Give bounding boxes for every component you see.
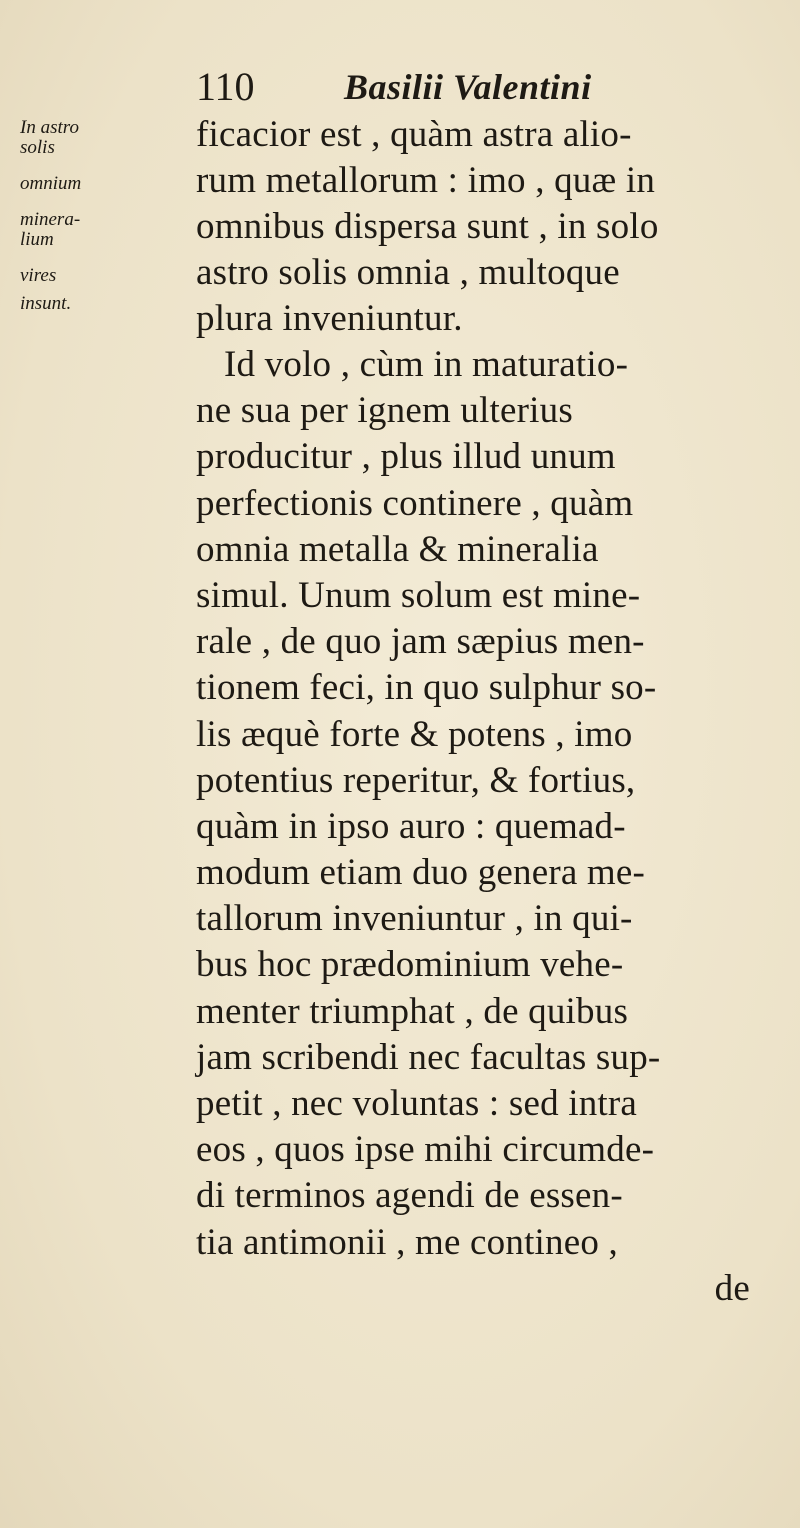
body-text [196,112,776,1312]
page-number: 110 [196,64,255,109]
margin-note-line: lium [20,229,54,250]
text-line: modum etiam duo genera me- [196,852,646,894]
text-line: jam scribendi nec facultas sup- [196,1036,661,1078]
text-line: di terminos agendi de essen- [196,1175,623,1217]
margin-note-line: vires [20,265,57,286]
text-line: tallorum inveniuntur , in qui- [196,898,633,940]
text-line: tia antimonii , me contineo , [196,1221,618,1263]
text-line: bus hoc prædominium vehe- [196,944,624,986]
text-line: rale , de quo jam sæpius men- [196,621,645,663]
text-line: producitur , plus illud unum [196,436,616,478]
text-line: lis æquè forte & potens , imo [196,713,633,755]
text-line: quàm in ipso auro : quemad- [196,805,626,847]
running-title: Basilii Valentini [344,67,592,107]
catchword: de [714,1267,750,1309]
text-line: plura inveniuntur. [196,298,463,339]
text-line: petit , nec voluntas : sed intra [196,1083,638,1124]
text-line: omnibus dispersa sunt , in solo [196,206,659,247]
text-line: ne sua per ignem ulterius [196,390,573,432]
text-line: eos , quos ipse mihi circumde- [196,1129,655,1171]
marginal-note [20,112,200,320]
page-header [196,62,756,112]
text-line: perfectionis continere , quàm [196,482,634,524]
text-line: menter triumphat , de quibus [196,990,629,1032]
text-line: astro solis omnia , multoque [196,252,620,293]
text-line: tionem feci, in quo sulphur so- [196,667,657,709]
margin-note-line: omnium [20,173,82,194]
margin-note-line: solis [20,137,55,158]
margin-note-line: insunt. [20,293,72,314]
text-line: potentius reperitur, & fortius, [196,759,636,801]
margin-note-line: In astro [20,117,79,138]
paragraph-start-line: Id volo , cùm in maturatio- [224,344,629,385]
text-line: omnia metalla & mineralia [196,528,599,570]
text-line: simul. Unum solum est mine- [196,574,641,616]
margin-note-line: minera- [20,209,81,230]
text-line: rum metallorum : imo , quæ in [196,160,656,201]
text-line: ficacior est , quàm astra alio- [196,114,632,155]
